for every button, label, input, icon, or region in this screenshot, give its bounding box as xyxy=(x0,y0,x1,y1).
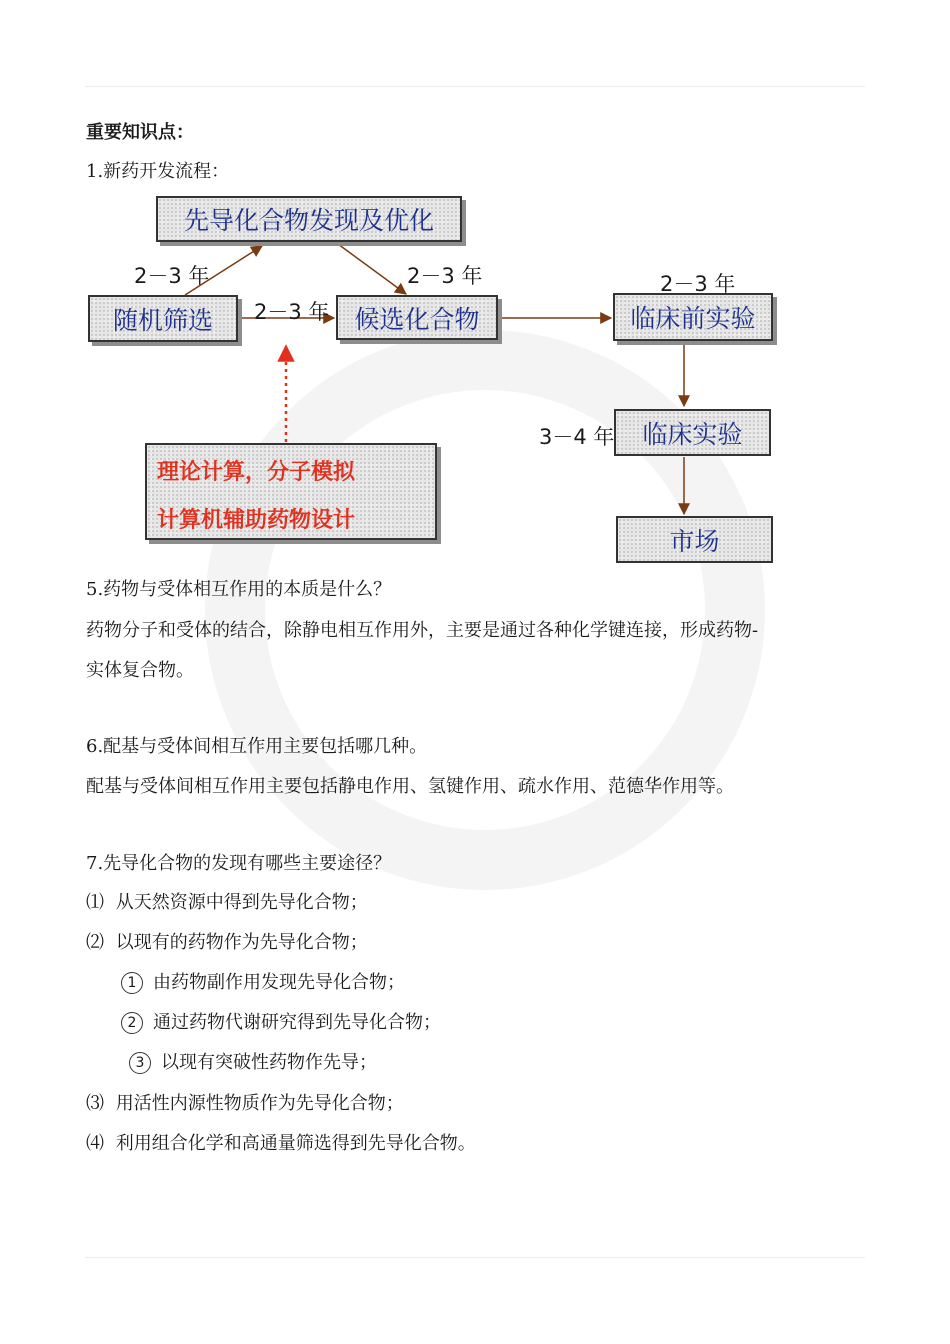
q5-answer-line-2: 实体复合物。 xyxy=(86,660,194,681)
q6-question: 6.配基与受体间相互作用主要包括哪几种。 xyxy=(86,736,428,757)
q7-subitem-text: 以现有突破性药物作先导； xyxy=(161,1052,377,1073)
q5-question: 5.药物与受体相互作用的本质是什么？ xyxy=(86,579,392,600)
theory-line-2: 计算机辅助药物设计 xyxy=(157,508,356,533)
q6-answer: 配基与受体间相互作用主要包括静电作用、氢键作用、疏水作用、范德华作用等。 xyxy=(86,776,734,797)
q7-item-text: 从天然资源中得到先导化合物； xyxy=(115,892,368,913)
q5-answer-line-1: 药物分子和受体的结合，除静电相互作用外，主要是通过各种化学键连接，形成药物- xyxy=(86,620,759,641)
box-clinical: 临床实验 xyxy=(614,409,771,456)
box-random-screening: 随机筛选 xyxy=(88,295,238,342)
box-market: 市场 xyxy=(616,516,773,563)
q7-item-marker: ⑷ xyxy=(86,1133,104,1154)
q7-item-marker: ⑶ xyxy=(86,1093,104,1114)
box-lead-compound: 先导化合物发现及优化 xyxy=(156,196,462,242)
q7-subitem-marker: 1 xyxy=(121,972,143,994)
duration-random-to-lead: 2－3 年 xyxy=(134,264,210,288)
theory-box xyxy=(145,443,437,540)
q7-subitem xyxy=(121,971,405,995)
duration-candidate-to-preclinical: 2－3 年 xyxy=(660,272,736,296)
q7-item-text: 利用组合化学和高通量筛选得到先导化合物。 xyxy=(115,1133,476,1154)
q7-subitem xyxy=(121,1011,441,1035)
q7-item-text: 以现有的药物作为先导化合物； xyxy=(115,932,368,953)
duration-random-to-candidate: 2－3 年 xyxy=(254,300,330,324)
q7-subitem-marker: 2 xyxy=(121,1012,143,1034)
box-preclinical: 临床前实验 xyxy=(613,293,773,341)
q7-item xyxy=(86,931,368,955)
q7-item-marker: ⑵ xyxy=(86,932,104,953)
flow-title: 1.新药开发流程： xyxy=(86,161,230,182)
theory-line-1: 理论计算，分子模拟 xyxy=(157,460,356,485)
duration-lead-to-candidate: 2－3 年 xyxy=(407,264,483,288)
arrow-lead-to-candidate xyxy=(338,244,406,294)
q7-item xyxy=(86,1132,476,1156)
q7-subitem xyxy=(129,1051,377,1075)
q7-subitem-text: 通过药物代谢研究得到先导化合物； xyxy=(153,1012,441,1033)
q7-subitem-text: 由药物副作用发现先导化合物； xyxy=(153,972,405,993)
q7-item-text: 用活性内源性物质作为先导化合物； xyxy=(115,1093,404,1114)
q7-question: 7.先导化合物的发现有哪些主要途径？ xyxy=(86,853,392,874)
q7-item xyxy=(86,1092,404,1116)
q7-item xyxy=(86,891,368,915)
q7-subitem-marker: 3 xyxy=(129,1052,151,1074)
q7-item-marker: ⑴ xyxy=(86,892,104,913)
section-heading: 重要知识点： xyxy=(86,122,194,143)
box-candidate-compound: 候选化合物 xyxy=(336,295,498,340)
footer-rule xyxy=(85,1257,865,1258)
duration-preclinical-to-clinical: 3－4 年 xyxy=(539,425,615,449)
